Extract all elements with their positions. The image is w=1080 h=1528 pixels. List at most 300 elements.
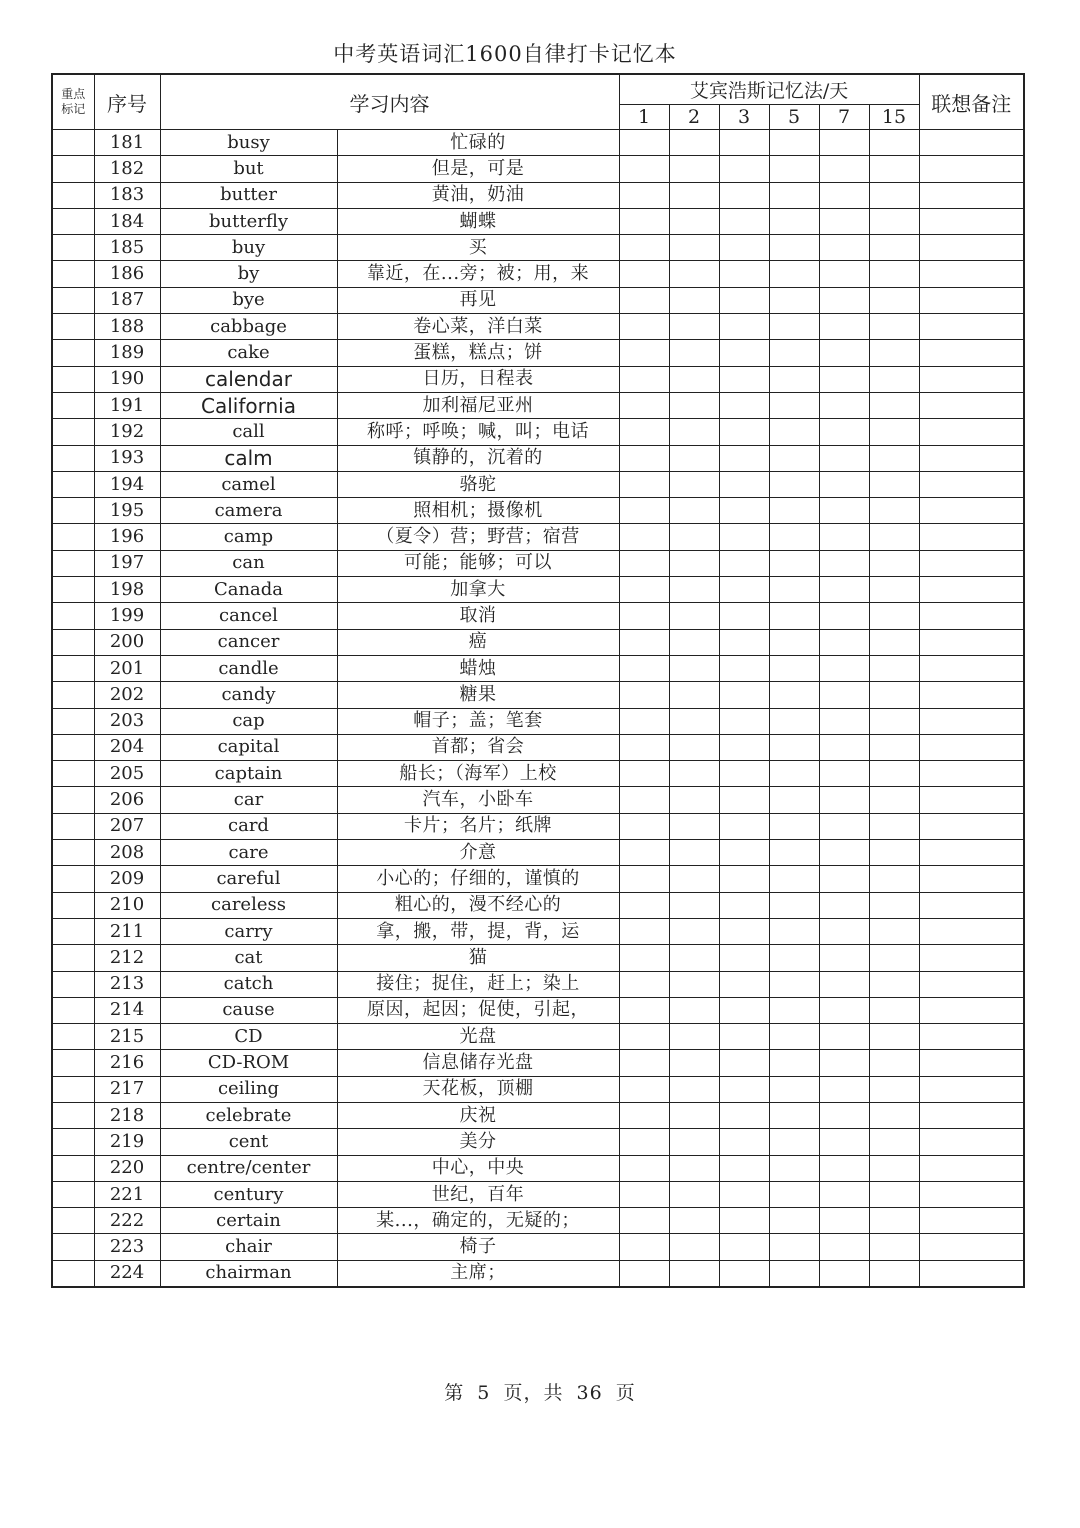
- review-checkbox-cell[interactable]: [869, 261, 919, 287]
- review-checkbox-cell[interactable]: [869, 892, 919, 918]
- review-checkbox-cell[interactable]: [619, 708, 669, 734]
- review-checkbox-cell[interactable]: [719, 787, 769, 813]
- review-checkbox-cell[interactable]: [819, 1234, 869, 1260]
- review-checkbox-cell[interactable]: [619, 761, 669, 787]
- review-checkbox-cell[interactable]: [669, 734, 719, 760]
- review-checkbox-cell[interactable]: [819, 1102, 869, 1128]
- review-checkbox-cell[interactable]: [669, 366, 719, 392]
- review-checkbox-cell[interactable]: [869, 235, 919, 261]
- notes-cell[interactable]: [919, 182, 1024, 208]
- review-checkbox-cell[interactable]: [769, 945, 819, 971]
- notes-cell[interactable]: [919, 208, 1024, 234]
- review-checkbox-cell[interactable]: [869, 997, 919, 1023]
- mark-cell[interactable]: [52, 340, 94, 366]
- mark-cell[interactable]: [52, 682, 94, 708]
- review-checkbox-cell[interactable]: [819, 761, 869, 787]
- review-checkbox-cell[interactable]: [619, 366, 669, 392]
- review-checkbox-cell[interactable]: [869, 524, 919, 550]
- review-checkbox-cell[interactable]: [719, 1024, 769, 1050]
- review-checkbox-cell[interactable]: [619, 1234, 669, 1260]
- review-checkbox-cell[interactable]: [869, 840, 919, 866]
- review-checkbox-cell[interactable]: [869, 1181, 919, 1207]
- review-checkbox-cell[interactable]: [669, 550, 719, 576]
- review-checkbox-cell[interactable]: [719, 866, 769, 892]
- review-checkbox-cell[interactable]: [619, 1129, 669, 1155]
- review-checkbox-cell[interactable]: [769, 366, 819, 392]
- review-checkbox-cell[interactable]: [619, 945, 669, 971]
- review-checkbox-cell[interactable]: [869, 1234, 919, 1260]
- review-checkbox-cell[interactable]: [819, 1024, 869, 1050]
- mark-cell[interactable]: [52, 1260, 94, 1287]
- review-checkbox-cell[interactable]: [619, 813, 669, 839]
- review-checkbox-cell[interactable]: [869, 156, 919, 182]
- mark-cell[interactable]: [52, 1234, 94, 1260]
- review-checkbox-cell[interactable]: [669, 866, 719, 892]
- review-checkbox-cell[interactable]: [669, 682, 719, 708]
- review-checkbox-cell[interactable]: [669, 945, 719, 971]
- review-checkbox-cell[interactable]: [869, 1076, 919, 1102]
- notes-cell[interactable]: [919, 130, 1024, 156]
- notes-cell[interactable]: [919, 1155, 1024, 1181]
- review-checkbox-cell[interactable]: [869, 682, 919, 708]
- review-checkbox-cell[interactable]: [669, 577, 719, 603]
- review-checkbox-cell[interactable]: [719, 340, 769, 366]
- notes-cell[interactable]: [919, 287, 1024, 313]
- review-checkbox-cell[interactable]: [719, 971, 769, 997]
- notes-cell[interactable]: [919, 997, 1024, 1023]
- review-checkbox-cell[interactable]: [669, 1234, 719, 1260]
- review-checkbox-cell[interactable]: [819, 287, 869, 313]
- review-checkbox-cell[interactable]: [669, 445, 719, 471]
- review-checkbox-cell[interactable]: [869, 314, 919, 340]
- review-checkbox-cell[interactable]: [619, 1155, 669, 1181]
- review-checkbox-cell[interactable]: [719, 498, 769, 524]
- review-checkbox-cell[interactable]: [669, 1050, 719, 1076]
- review-checkbox-cell[interactable]: [869, 787, 919, 813]
- review-checkbox-cell[interactable]: [719, 577, 769, 603]
- notes-cell[interactable]: [919, 655, 1024, 681]
- review-checkbox-cell[interactable]: [619, 182, 669, 208]
- review-checkbox-cell[interactable]: [619, 971, 669, 997]
- review-checkbox-cell[interactable]: [869, 761, 919, 787]
- mark-cell[interactable]: [52, 392, 94, 418]
- review-checkbox-cell[interactable]: [669, 1155, 719, 1181]
- review-checkbox-cell[interactable]: [869, 1102, 919, 1128]
- review-checkbox-cell[interactable]: [819, 655, 869, 681]
- review-checkbox-cell[interactable]: [669, 971, 719, 997]
- review-checkbox-cell[interactable]: [769, 1129, 819, 1155]
- review-checkbox-cell[interactable]: [769, 787, 819, 813]
- review-checkbox-cell[interactable]: [669, 235, 719, 261]
- review-checkbox-cell[interactable]: [719, 445, 769, 471]
- review-checkbox-cell[interactable]: [819, 866, 869, 892]
- review-checkbox-cell[interactable]: [619, 1024, 669, 1050]
- review-checkbox-cell[interactable]: [869, 1050, 919, 1076]
- review-checkbox-cell[interactable]: [719, 1102, 769, 1128]
- review-checkbox-cell[interactable]: [619, 866, 669, 892]
- review-checkbox-cell[interactable]: [669, 1181, 719, 1207]
- review-checkbox-cell[interactable]: [869, 734, 919, 760]
- review-checkbox-cell[interactable]: [869, 577, 919, 603]
- review-checkbox-cell[interactable]: [769, 235, 819, 261]
- review-checkbox-cell[interactable]: [669, 892, 719, 918]
- mark-cell[interactable]: [52, 629, 94, 655]
- review-checkbox-cell[interactable]: [719, 130, 769, 156]
- review-checkbox-cell[interactable]: [819, 182, 869, 208]
- review-checkbox-cell[interactable]: [619, 1102, 669, 1128]
- review-checkbox-cell[interactable]: [719, 734, 769, 760]
- review-checkbox-cell[interactable]: [769, 287, 819, 313]
- review-checkbox-cell[interactable]: [869, 1155, 919, 1181]
- review-checkbox-cell[interactable]: [669, 498, 719, 524]
- review-checkbox-cell[interactable]: [669, 208, 719, 234]
- notes-cell[interactable]: [919, 314, 1024, 340]
- notes-cell[interactable]: [919, 1260, 1024, 1287]
- review-checkbox-cell[interactable]: [769, 471, 819, 497]
- review-checkbox-cell[interactable]: [769, 971, 819, 997]
- mark-cell[interactable]: [52, 655, 94, 681]
- notes-cell[interactable]: [919, 471, 1024, 497]
- review-checkbox-cell[interactable]: [669, 1129, 719, 1155]
- notes-cell[interactable]: [919, 1102, 1024, 1128]
- review-checkbox-cell[interactable]: [619, 498, 669, 524]
- review-checkbox-cell[interactable]: [719, 1234, 769, 1260]
- review-checkbox-cell[interactable]: [619, 550, 669, 576]
- review-checkbox-cell[interactable]: [819, 1076, 869, 1102]
- mark-cell[interactable]: [52, 761, 94, 787]
- review-checkbox-cell[interactable]: [669, 314, 719, 340]
- review-checkbox-cell[interactable]: [869, 498, 919, 524]
- review-checkbox-cell[interactable]: [619, 261, 669, 287]
- review-checkbox-cell[interactable]: [819, 603, 869, 629]
- review-checkbox-cell[interactable]: [619, 314, 669, 340]
- review-checkbox-cell[interactable]: [769, 629, 819, 655]
- notes-cell[interactable]: [919, 392, 1024, 418]
- notes-cell[interactable]: [919, 813, 1024, 839]
- review-checkbox-cell[interactable]: [669, 287, 719, 313]
- review-checkbox-cell[interactable]: [869, 287, 919, 313]
- mark-cell[interactable]: [52, 1102, 94, 1128]
- review-checkbox-cell[interactable]: [619, 629, 669, 655]
- review-checkbox-cell[interactable]: [619, 734, 669, 760]
- review-checkbox-cell[interactable]: [869, 629, 919, 655]
- mark-cell[interactable]: [52, 419, 94, 445]
- notes-cell[interactable]: [919, 682, 1024, 708]
- review-checkbox-cell[interactable]: [669, 655, 719, 681]
- review-checkbox-cell[interactable]: [869, 1129, 919, 1155]
- mark-cell[interactable]: [52, 550, 94, 576]
- review-checkbox-cell[interactable]: [619, 577, 669, 603]
- mark-cell[interactable]: [52, 708, 94, 734]
- notes-cell[interactable]: [919, 419, 1024, 445]
- review-checkbox-cell[interactable]: [769, 892, 819, 918]
- notes-cell[interactable]: [919, 498, 1024, 524]
- review-checkbox-cell[interactable]: [769, 1260, 819, 1287]
- review-checkbox-cell[interactable]: [819, 997, 869, 1023]
- notes-cell[interactable]: [919, 524, 1024, 550]
- notes-cell[interactable]: [919, 1208, 1024, 1234]
- mark-cell[interactable]: [52, 287, 94, 313]
- mark-cell[interactable]: [52, 997, 94, 1023]
- review-checkbox-cell[interactable]: [719, 813, 769, 839]
- review-checkbox-cell[interactable]: [869, 655, 919, 681]
- review-checkbox-cell[interactable]: [869, 1024, 919, 1050]
- mark-cell[interactable]: [52, 314, 94, 340]
- mark-cell[interactable]: [52, 787, 94, 813]
- review-checkbox-cell[interactable]: [819, 261, 869, 287]
- review-checkbox-cell[interactable]: [769, 603, 819, 629]
- notes-cell[interactable]: [919, 1076, 1024, 1102]
- review-checkbox-cell[interactable]: [869, 1260, 919, 1287]
- review-checkbox-cell[interactable]: [819, 156, 869, 182]
- mark-cell[interactable]: [52, 471, 94, 497]
- review-checkbox-cell[interactable]: [719, 1076, 769, 1102]
- review-checkbox-cell[interactable]: [819, 550, 869, 576]
- review-checkbox-cell[interactable]: [619, 1076, 669, 1102]
- notes-cell[interactable]: [919, 971, 1024, 997]
- review-checkbox-cell[interactable]: [619, 156, 669, 182]
- mark-cell[interactable]: [52, 813, 94, 839]
- review-checkbox-cell[interactable]: [819, 1050, 869, 1076]
- review-checkbox-cell[interactable]: [619, 1260, 669, 1287]
- review-checkbox-cell[interactable]: [769, 1208, 819, 1234]
- review-checkbox-cell[interactable]: [719, 892, 769, 918]
- review-checkbox-cell[interactable]: [719, 550, 769, 576]
- notes-cell[interactable]: [919, 787, 1024, 813]
- review-checkbox-cell[interactable]: [869, 866, 919, 892]
- review-checkbox-cell[interactable]: [619, 340, 669, 366]
- review-checkbox-cell[interactable]: [769, 419, 819, 445]
- review-checkbox-cell[interactable]: [769, 918, 819, 944]
- review-checkbox-cell[interactable]: [869, 366, 919, 392]
- notes-cell[interactable]: [919, 708, 1024, 734]
- review-checkbox-cell[interactable]: [669, 419, 719, 445]
- notes-cell[interactable]: [919, 761, 1024, 787]
- review-checkbox-cell[interactable]: [819, 945, 869, 971]
- review-checkbox-cell[interactable]: [769, 1234, 819, 1260]
- review-checkbox-cell[interactable]: [719, 392, 769, 418]
- review-checkbox-cell[interactable]: [619, 1050, 669, 1076]
- review-checkbox-cell[interactable]: [619, 787, 669, 813]
- notes-cell[interactable]: [919, 156, 1024, 182]
- review-checkbox-cell[interactable]: [769, 550, 819, 576]
- notes-cell[interactable]: [919, 577, 1024, 603]
- review-checkbox-cell[interactable]: [669, 524, 719, 550]
- review-checkbox-cell[interactable]: [819, 708, 869, 734]
- review-checkbox-cell[interactable]: [769, 261, 819, 287]
- mark-cell[interactable]: [52, 1024, 94, 1050]
- review-checkbox-cell[interactable]: [719, 945, 769, 971]
- review-checkbox-cell[interactable]: [769, 1050, 819, 1076]
- review-checkbox-cell[interactable]: [619, 892, 669, 918]
- mark-cell[interactable]: [52, 1076, 94, 1102]
- review-checkbox-cell[interactable]: [719, 997, 769, 1023]
- review-checkbox-cell[interactable]: [719, 471, 769, 497]
- review-checkbox-cell[interactable]: [819, 1129, 869, 1155]
- review-checkbox-cell[interactable]: [769, 866, 819, 892]
- review-checkbox-cell[interactable]: [619, 655, 669, 681]
- review-checkbox-cell[interactable]: [719, 1260, 769, 1287]
- review-checkbox-cell[interactable]: [719, 840, 769, 866]
- review-checkbox-cell[interactable]: [719, 235, 769, 261]
- review-checkbox-cell[interactable]: [869, 340, 919, 366]
- review-checkbox-cell[interactable]: [819, 813, 869, 839]
- review-checkbox-cell[interactable]: [869, 603, 919, 629]
- review-checkbox-cell[interactable]: [769, 1024, 819, 1050]
- review-checkbox-cell[interactable]: [619, 918, 669, 944]
- review-checkbox-cell[interactable]: [769, 1155, 819, 1181]
- notes-cell[interactable]: [919, 445, 1024, 471]
- review-checkbox-cell[interactable]: [669, 840, 719, 866]
- mark-cell[interactable]: [52, 1050, 94, 1076]
- review-checkbox-cell[interactable]: [719, 208, 769, 234]
- review-checkbox-cell[interactable]: [869, 1208, 919, 1234]
- review-checkbox-cell[interactable]: [869, 445, 919, 471]
- review-checkbox-cell[interactable]: [769, 655, 819, 681]
- notes-cell[interactable]: [919, 235, 1024, 261]
- review-checkbox-cell[interactable]: [819, 340, 869, 366]
- review-checkbox-cell[interactable]: [619, 840, 669, 866]
- review-checkbox-cell[interactable]: [719, 1050, 769, 1076]
- notes-cell[interactable]: [919, 629, 1024, 655]
- review-checkbox-cell[interactable]: [719, 761, 769, 787]
- review-checkbox-cell[interactable]: [669, 629, 719, 655]
- review-checkbox-cell[interactable]: [719, 419, 769, 445]
- mark-cell[interactable]: [52, 603, 94, 629]
- review-checkbox-cell[interactable]: [769, 734, 819, 760]
- review-checkbox-cell[interactable]: [669, 261, 719, 287]
- review-checkbox-cell[interactable]: [719, 1208, 769, 1234]
- mark-cell[interactable]: [52, 1155, 94, 1181]
- review-checkbox-cell[interactable]: [669, 156, 719, 182]
- review-checkbox-cell[interactable]: [819, 1181, 869, 1207]
- notes-cell[interactable]: [919, 840, 1024, 866]
- review-checkbox-cell[interactable]: [669, 787, 719, 813]
- mark-cell[interactable]: [52, 182, 94, 208]
- review-checkbox-cell[interactable]: [769, 130, 819, 156]
- review-checkbox-cell[interactable]: [869, 182, 919, 208]
- mark-cell[interactable]: [52, 577, 94, 603]
- review-checkbox-cell[interactable]: [719, 629, 769, 655]
- review-checkbox-cell[interactable]: [619, 208, 669, 234]
- review-checkbox-cell[interactable]: [819, 918, 869, 944]
- mark-cell[interactable]: [52, 235, 94, 261]
- notes-cell[interactable]: [919, 1129, 1024, 1155]
- review-checkbox-cell[interactable]: [619, 392, 669, 418]
- review-checkbox-cell[interactable]: [819, 734, 869, 760]
- review-checkbox-cell[interactable]: [769, 498, 819, 524]
- mark-cell[interactable]: [52, 1181, 94, 1207]
- review-checkbox-cell[interactable]: [669, 130, 719, 156]
- mark-cell[interactable]: [52, 840, 94, 866]
- review-checkbox-cell[interactable]: [869, 813, 919, 839]
- review-checkbox-cell[interactable]: [869, 471, 919, 497]
- review-checkbox-cell[interactable]: [819, 787, 869, 813]
- review-checkbox-cell[interactable]: [769, 708, 819, 734]
- review-checkbox-cell[interactable]: [819, 366, 869, 392]
- review-checkbox-cell[interactable]: [669, 603, 719, 629]
- review-checkbox-cell[interactable]: [769, 761, 819, 787]
- notes-cell[interactable]: [919, 340, 1024, 366]
- review-checkbox-cell[interactable]: [719, 287, 769, 313]
- notes-cell[interactable]: [919, 550, 1024, 576]
- review-checkbox-cell[interactable]: [669, 918, 719, 944]
- review-checkbox-cell[interactable]: [669, 708, 719, 734]
- review-checkbox-cell[interactable]: [869, 945, 919, 971]
- review-checkbox-cell[interactable]: [619, 682, 669, 708]
- review-checkbox-cell[interactable]: [719, 314, 769, 340]
- notes-cell[interactable]: [919, 1024, 1024, 1050]
- review-checkbox-cell[interactable]: [719, 603, 769, 629]
- review-checkbox-cell[interactable]: [769, 997, 819, 1023]
- review-checkbox-cell[interactable]: [819, 524, 869, 550]
- review-checkbox-cell[interactable]: [819, 892, 869, 918]
- mark-cell[interactable]: [52, 918, 94, 944]
- review-checkbox-cell[interactable]: [619, 471, 669, 497]
- review-checkbox-cell[interactable]: [869, 918, 919, 944]
- notes-cell[interactable]: [919, 261, 1024, 287]
- review-checkbox-cell[interactable]: [719, 524, 769, 550]
- mark-cell[interactable]: [52, 445, 94, 471]
- review-checkbox-cell[interactable]: [669, 1260, 719, 1287]
- mark-cell[interactable]: [52, 130, 94, 156]
- notes-cell[interactable]: [919, 1181, 1024, 1207]
- review-checkbox-cell[interactable]: [619, 524, 669, 550]
- review-checkbox-cell[interactable]: [669, 997, 719, 1023]
- review-checkbox-cell[interactable]: [719, 1155, 769, 1181]
- review-checkbox-cell[interactable]: [669, 1076, 719, 1102]
- review-checkbox-cell[interactable]: [819, 130, 869, 156]
- review-checkbox-cell[interactable]: [769, 392, 819, 418]
- review-checkbox-cell[interactable]: [819, 971, 869, 997]
- review-checkbox-cell[interactable]: [719, 708, 769, 734]
- review-checkbox-cell[interactable]: [719, 1129, 769, 1155]
- review-checkbox-cell[interactable]: [719, 655, 769, 681]
- review-checkbox-cell[interactable]: [819, 1208, 869, 1234]
- mark-cell[interactable]: [52, 366, 94, 392]
- review-checkbox-cell[interactable]: [669, 1102, 719, 1128]
- review-checkbox-cell[interactable]: [619, 1181, 669, 1207]
- mark-cell[interactable]: [52, 1129, 94, 1155]
- review-checkbox-cell[interactable]: [619, 287, 669, 313]
- mark-cell[interactable]: [52, 524, 94, 550]
- review-checkbox-cell[interactable]: [819, 840, 869, 866]
- review-checkbox-cell[interactable]: [619, 445, 669, 471]
- review-checkbox-cell[interactable]: [769, 577, 819, 603]
- review-checkbox-cell[interactable]: [669, 182, 719, 208]
- review-checkbox-cell[interactable]: [619, 130, 669, 156]
- review-checkbox-cell[interactable]: [719, 156, 769, 182]
- review-checkbox-cell[interactable]: [819, 314, 869, 340]
- review-checkbox-cell[interactable]: [669, 1024, 719, 1050]
- review-checkbox-cell[interactable]: [719, 366, 769, 392]
- review-checkbox-cell[interactable]: [719, 182, 769, 208]
- notes-cell[interactable]: [919, 918, 1024, 944]
- review-checkbox-cell[interactable]: [819, 682, 869, 708]
- mark-cell[interactable]: [52, 498, 94, 524]
- notes-cell[interactable]: [919, 603, 1024, 629]
- review-checkbox-cell[interactable]: [769, 813, 819, 839]
- review-checkbox-cell[interactable]: [619, 419, 669, 445]
- mark-cell[interactable]: [52, 971, 94, 997]
- review-checkbox-cell[interactable]: [669, 761, 719, 787]
- review-checkbox-cell[interactable]: [819, 1155, 869, 1181]
- review-checkbox-cell[interactable]: [869, 708, 919, 734]
- review-checkbox-cell[interactable]: [669, 471, 719, 497]
- notes-cell[interactable]: [919, 945, 1024, 971]
- review-checkbox-cell[interactable]: [769, 1181, 819, 1207]
- review-checkbox-cell[interactable]: [819, 445, 869, 471]
